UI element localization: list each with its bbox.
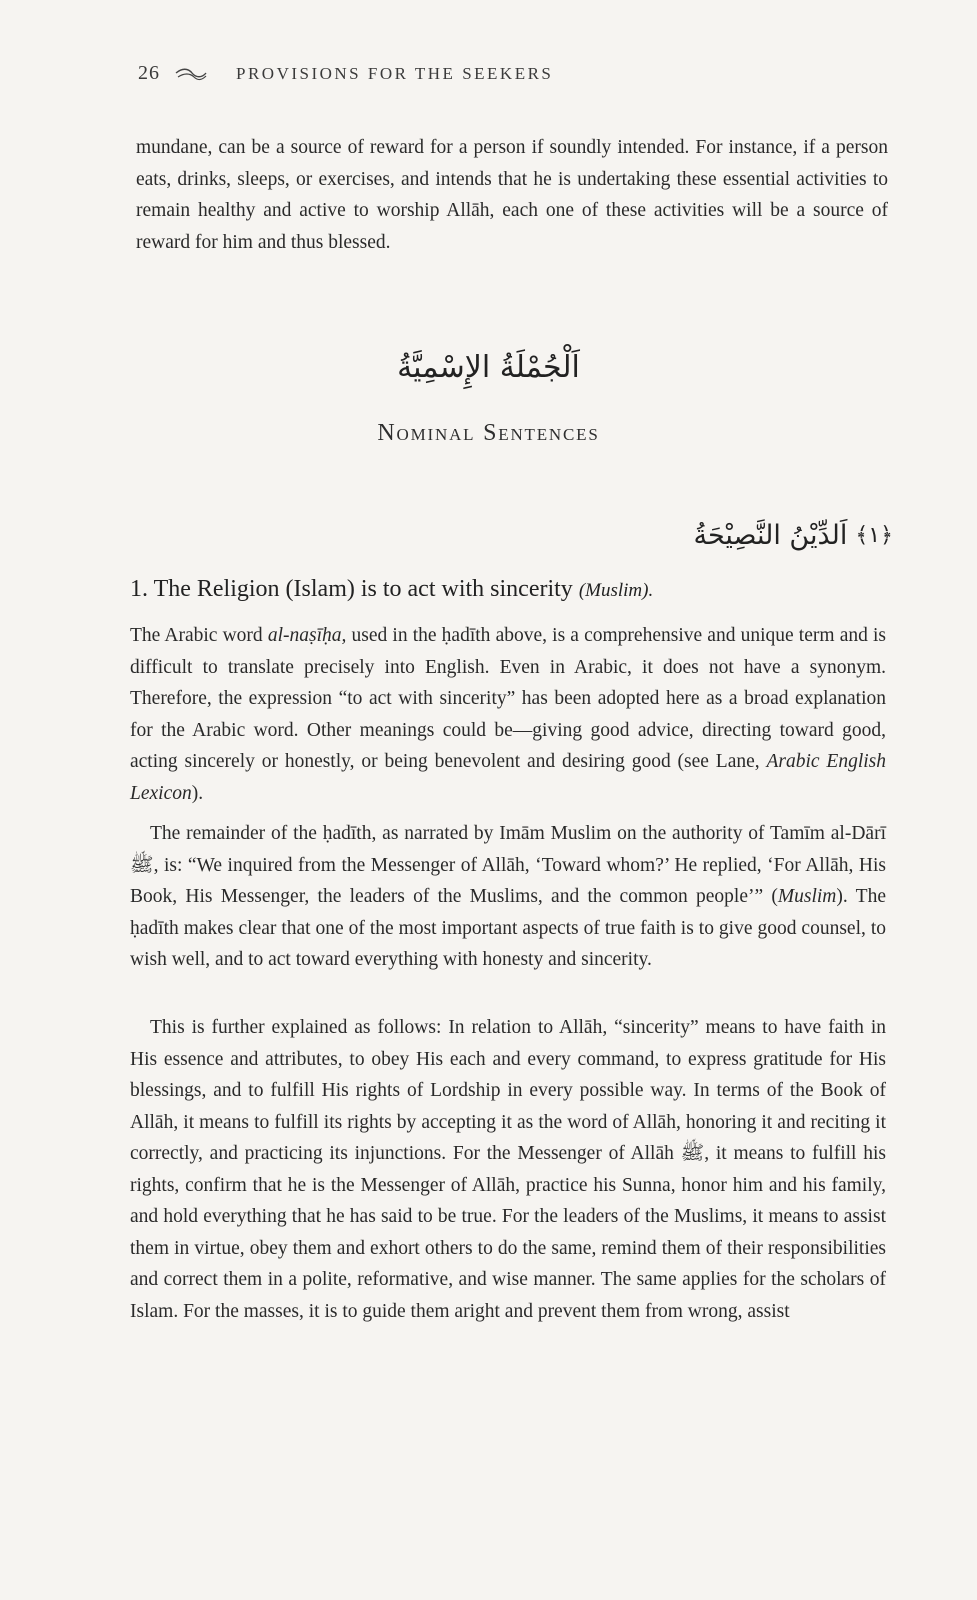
section-title: Nominal Sentences: [377, 420, 600, 446]
hadith-arabic-text: اَلدِّيْنُ النَّصِيْحَةُ: [693, 520, 848, 551]
section-arabic-title: اَلْجُمْلَةُ الإِسْمِيَّةُ: [397, 350, 580, 385]
paragraph-narration: [130, 818, 886, 976]
p2-text-b: ). The ḥadīth makes clear that one of the most important aspects of true faith is to give good counsel, to wish well, and to act toward everything with honesty and sincerity.: [130, 886, 886, 970]
wave-ornament-icon: [174, 67, 208, 81]
paragraph-sincerity: This is further explained as follows: In relation to Allāh, “sincerity” means to have faith in His essence and attributes, to obey His each and every command, to express gratitude for His blessings, and to fulfill His rights of Lordship in every possible way. In terms of the Book of Allāh, it means to fulfill its rights by accepting it as the word of Allāh, honoring it and reciting it correctly, and practicing its injunctions. For the Messenger of Allāh ﷺ, it means to fulfill his rights, confirm that he is the Messenger of Allāh, practice his Sunna, honor him and his family, and hold everything that he has said to be true. For the leaders of the Muslims, it means to assist them in virtue, obey them and exhort others to do the same, remind them of their responsibilities and correct them in a polite, reformative, and wise manner. The same applies for the scholars of Islam. For the masses, it is to guide them aright and prevent them from wrong, assist: [130, 1017, 886, 1322]
page-number: 26: [138, 62, 160, 84]
intro-paragraph: mundane, can be a source of reward for a person if soundly intended. For instance, if a person eats, drinks, sleeps, or exercises, and intends that he is undertaking these essential activities to remain healthy and active to worship Allāh, each one of these activities will be a source of reward for him and thus blessed.: [136, 137, 888, 253]
p1-text-b: used in the ḥadīth above, is a comprehensive and unique term and is difficult to translate precisely into English. Even in Arabic, it does not have a synonym. Therefore, the expression “to act with sincerity” has been adopted here as a broad explanation for the Arabic word. Other meanings could be—giving good advice, directing toward good, acting sincerely or honestly, or being benevolent and desiring good (see Lane,: [130, 625, 886, 772]
hadith-heading: [130, 576, 890, 603]
hadith-arabic: [693, 520, 893, 551]
hadith-arabic-number: ﴿١﴾: [855, 523, 893, 548]
p2-text-a: The remainder of the ḥadīth, as narrated by Imām Muslim on the authority of Tamīm al-Dārī ﷺ, is: “We inquired from the Messenger of Allāh, ‘Toward whom?’ He replied, ‘For Allāh, His Book, His Messenger, the leaders of the Muslims, and the common people’” (: [130, 823, 886, 907]
p1-reference: Arabic English Lexicon: [130, 751, 886, 804]
hadith-citation: (Muslim).: [578, 580, 654, 601]
book-title: PROVISIONS FOR THE SEEKERS: [236, 63, 554, 83]
p1-text-c: ).: [191, 782, 204, 804]
p2-reference: Muslim: [777, 886, 837, 907]
p1-text-a: The Arabic word: [130, 625, 268, 646]
hadith-heading-text: 1. The Religion (Islam) is to act with sincerity: [130, 576, 573, 602]
p1-term: al-naṣīḥa,: [267, 625, 347, 646]
paragraph-explanation: [130, 620, 886, 809]
running-header: [138, 62, 917, 85]
